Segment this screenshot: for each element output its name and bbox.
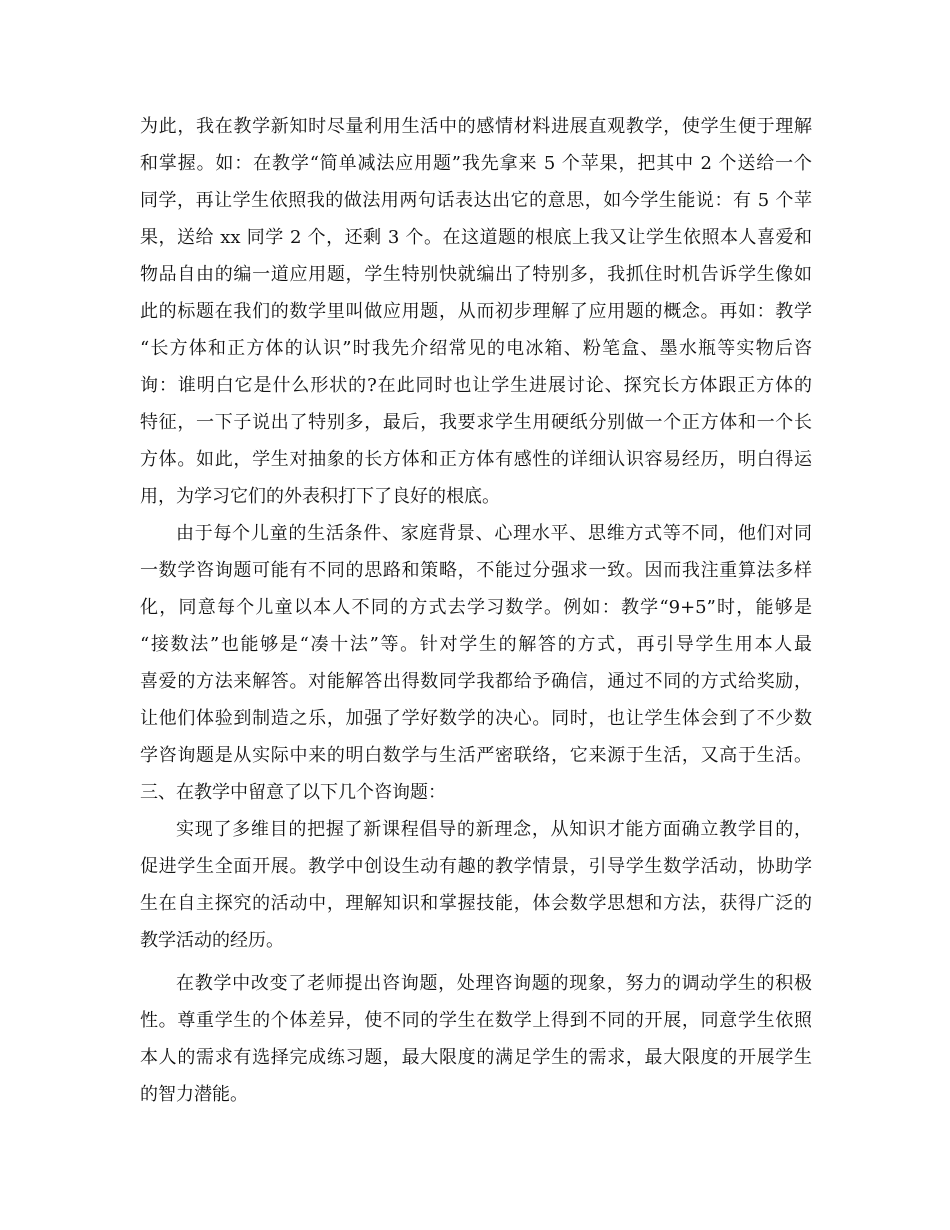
text-line: “接数法”也能够是“凑十法”等。针对学生的解答的方式，再引导学生用本人最: [140, 634, 812, 655]
text-line: 教学活动的经历。: [140, 930, 284, 951]
text-line: 喜爱的方法来解答。对能解答出得数同学我都给予确信，通过不同的方式给奖励，: [140, 671, 812, 692]
text-line: 方体。如此，学生对抽象的长方体和正方体有感性的详细认识容易经历，明白得运: [140, 449, 812, 470]
text-line: 由于每个儿童的生活条件、家庭背景、心理水平、思维方式等不同，他们对同: [176, 523, 812, 544]
paragraph: [140, 965, 812, 1113]
text-line: 和掌握。如：在教学“简单减法应用题”我先拿来 5 个苹果，把其中 2 个送给一个: [140, 153, 812, 174]
text-line: 果，送给 xx 同学 2 个，还剩 3 个。在这道题的根底上我又让学生依照本人喜爱和: [140, 227, 812, 248]
text-line: 让他们体验到制造之乐，加强了学好数学的决心。同时，也让学生体会到了不少数: [140, 708, 812, 729]
text-line: 用，为学习它们的外表积打下了良好的根底。: [140, 486, 500, 507]
text-line: 一数学咨询题可能有不同的思路和策略，不能过分强求一致。因而我注重算法多样: [140, 560, 812, 581]
text-line: 性。尊重学生的个体差异，使不同的学生在数学上得到不同的开展，同意学生依照: [140, 1010, 812, 1031]
text-line: 在教学中改变了老师提出咨询题，处理咨询题的现象，努力的调动学生的积极: [176, 973, 812, 994]
section-heading: [140, 774, 812, 811]
paragraph: [140, 811, 812, 959]
text-line: 为此，我在教学新知时尽量利用生活中的感情材料进展直观教学，使学生便于理解: [140, 116, 812, 137]
text-line: 的智力潜能。: [140, 1084, 248, 1105]
text-line: 三、在教学中留意了以下几个咨询题：: [140, 782, 446, 803]
document-body: [140, 108, 812, 1113]
text-line: 实现了多维目的把握了新课程倡导的新理念，从知识才能方面确立教学目的，: [176, 819, 812, 840]
text-line: 学咨询题是从实际中来的明白数学与生活严密联络，它来源于生活，又高于生活。: [140, 745, 812, 766]
text-line: 物品自由的编一道应用题，学生特别快就编出了特别多，我抓住时机告诉学生像如: [140, 264, 812, 285]
text-line: 特征，一下子说出了特别多，最后，我要求学生用硬纸分别做一个正方体和一个长: [140, 412, 812, 433]
text-line: 化，同意每个儿童以本人不同的方式去学习数学。例如：教学“9+5”时，能够是: [140, 597, 812, 618]
text-line: 同学，再让学生依照我的做法用两句话表达出它的意思，如今学生能说：有 5 个苹: [140, 190, 812, 211]
paragraph: [140, 515, 812, 774]
text-line: 促进学生全面开展。教学中创设生动有趣的教学情景，引导学生数学活动，协助学: [140, 856, 812, 877]
text-line: 生在自主探究的活动中，理解知识和掌握技能，体会数学思想和方法，获得广泛的: [140, 893, 812, 914]
text-line: 本人的需求有选择完成练习题，最大限度的满足学生的需求，最大限度的开展学生: [140, 1047, 812, 1068]
paragraph: [140, 108, 812, 515]
text-line: “长方体和正方体的认识”时我先介绍常见的电冰箱、粉笔盒、墨水瓶等实物后咨: [140, 338, 812, 359]
text-line: 此的标题在我们的数学里叫做应用题，从而初步理解了应用题的概念。再如：教学: [140, 301, 812, 322]
text-line: 询：谁明白它是什么形状的?在此同时也让学生进展讨论、探究长方体跟正方体的: [140, 375, 812, 396]
